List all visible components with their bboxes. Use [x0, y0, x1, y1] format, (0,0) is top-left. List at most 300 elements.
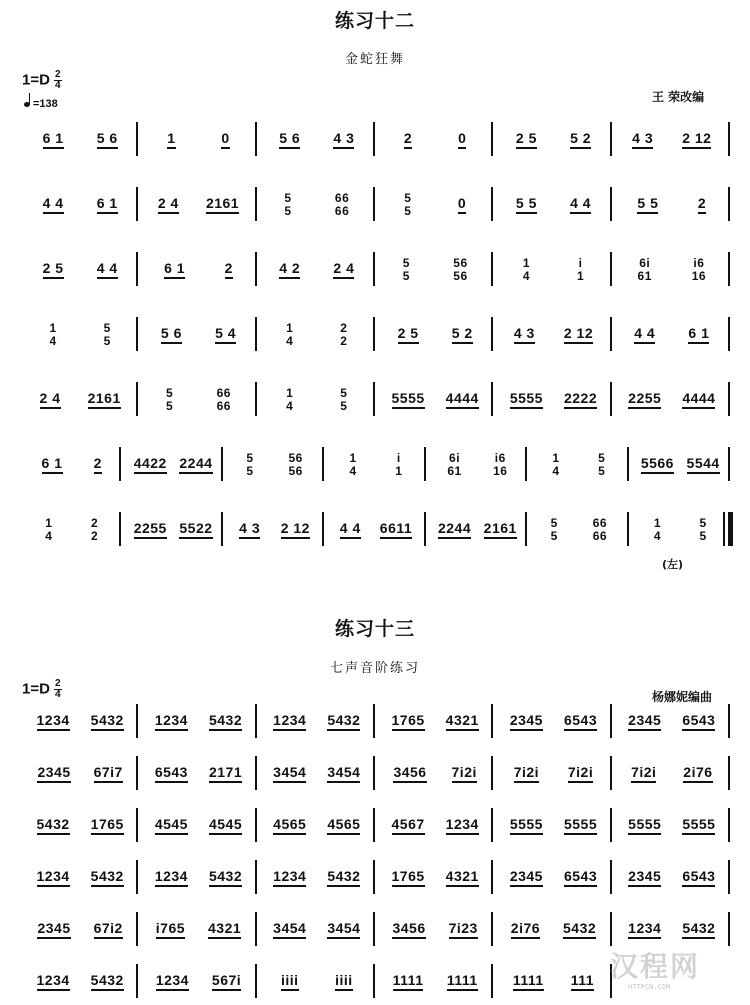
measure [144, 185, 252, 225]
beat-group: 1111 [513, 973, 544, 991]
barline [136, 382, 138, 416]
measure [618, 315, 726, 355]
beat-group: 1111 [447, 973, 478, 991]
beat-group: 2255 [628, 391, 661, 409]
barline [728, 122, 730, 156]
barline [728, 860, 730, 894]
time-signature: $\frac{2}{4}$ [54, 678, 61, 700]
beat-group: 5 4 [215, 326, 236, 344]
stacked-note: 5 [550, 515, 558, 530]
barline [373, 252, 375, 286]
tempo-marking: =138 [24, 98, 58, 110]
barline [136, 964, 138, 998]
measure [533, 445, 624, 485]
beat-group [166, 387, 173, 414]
stacked-note: 1 [395, 463, 403, 478]
left-hand-annotation: (左) [662, 558, 684, 571]
measure [26, 510, 117, 550]
barline [627, 447, 629, 481]
beat-group [288, 452, 302, 479]
barline [610, 122, 612, 156]
measure [499, 858, 607, 898]
beat-group: 1234 [37, 869, 70, 887]
beat-group: 4 2 [279, 261, 300, 279]
measure [26, 250, 134, 290]
beat-group: 5555 [510, 391, 543, 409]
barline [728, 704, 730, 738]
exercise-13-subtitle: 七声音阶练习 [329, 661, 420, 676]
measure [618, 754, 726, 794]
measure [618, 380, 726, 420]
measure [618, 806, 726, 846]
measure [635, 445, 726, 485]
beat-group: 7i2i [631, 765, 656, 783]
beat-group: 2 [94, 456, 102, 474]
measure [381, 806, 489, 846]
measure [381, 185, 489, 225]
stacked-note: i [396, 450, 401, 465]
beat-group: 4422 [134, 456, 167, 474]
beat-group [284, 192, 291, 219]
stacked-note: 56 [288, 450, 303, 465]
beat-group: 5432 [209, 869, 242, 887]
beat-group: 4545 [209, 817, 242, 835]
measure [635, 510, 726, 550]
beat-group: 2161 [88, 391, 121, 409]
stacked-note: 5 [598, 450, 606, 465]
final-barline [728, 512, 733, 546]
barline [373, 122, 375, 156]
measure [144, 250, 252, 290]
exercise-13-system [22, 702, 732, 742]
stacked-note: 6i [449, 450, 461, 465]
beat-group: 3456 [393, 765, 426, 783]
beat-group: 1234 [273, 713, 306, 731]
stacked-note: 4 [653, 528, 661, 543]
beat-group: 567i [212, 973, 241, 991]
beat-group: 5555 [564, 817, 597, 835]
exercise-12-arranger: 王 荣改编 [652, 90, 705, 104]
barline [373, 860, 375, 894]
barline [136, 187, 138, 221]
barline [373, 964, 375, 998]
stacked-note: 5 [598, 463, 606, 478]
measure [432, 510, 523, 550]
measure [499, 185, 607, 225]
measure [26, 445, 117, 485]
measure [381, 910, 489, 950]
beat-group: 4565 [327, 817, 360, 835]
beat-group: 5432 [91, 973, 124, 991]
beat-group [692, 257, 706, 284]
beat-group: 6543 [564, 713, 597, 731]
measure [263, 910, 371, 950]
beat-group: 0 [458, 131, 466, 149]
beat-group: 2 [225, 261, 233, 279]
barline [728, 912, 730, 946]
stacked-note: 1 [576, 268, 585, 283]
beat-group: 2345 [628, 869, 661, 887]
measure [127, 445, 218, 485]
beat-group: 1 [167, 131, 175, 149]
stacked-note: 1 [45, 515, 53, 530]
beat-group: 5555 [682, 817, 715, 835]
beat-group: 1234 [628, 921, 661, 939]
stacked-note: 4 [286, 333, 294, 348]
stacked-note: 5 [340, 385, 348, 400]
measure [618, 702, 726, 742]
beat-group: 2345 [510, 869, 543, 887]
beat-group: 1234 [155, 713, 188, 731]
exercise-12-system [22, 315, 732, 355]
beat-group: 1234 [446, 817, 479, 835]
beat-group: 1234 [156, 973, 189, 991]
barline [627, 512, 629, 546]
beat-group: 2 4 [158, 196, 179, 214]
stacked-note: 2 [340, 333, 348, 348]
beat-group: 3454 [327, 921, 360, 939]
beat-group [395, 452, 402, 479]
stacked-note: 2 [90, 515, 99, 530]
beat-group: 7i2i [568, 765, 593, 783]
barline [491, 187, 493, 221]
measure [26, 962, 134, 1002]
exercise-13-title: 练习十三 [334, 618, 415, 640]
stacked-note: 56 [453, 255, 468, 270]
watermark-logo: 汉程网 [610, 950, 701, 983]
measure [26, 380, 134, 420]
beat-group [246, 452, 253, 479]
key-label: 1=D [22, 680, 50, 698]
measure [263, 962, 371, 1002]
measure [144, 315, 252, 355]
measure [144, 910, 252, 950]
barline [610, 912, 612, 946]
beat-group: 2171 [209, 765, 242, 783]
stacked-note: 5 [246, 450, 254, 465]
stacked-note: 56 [288, 463, 303, 478]
barline [255, 860, 257, 894]
beat-group: 2222 [564, 391, 597, 409]
barline [373, 808, 375, 842]
beat-group: 4321 [208, 921, 241, 939]
barline [728, 447, 730, 481]
measure [381, 120, 489, 160]
stacked-note: 1 [552, 450, 560, 465]
beat-group: 0 [221, 131, 229, 149]
beat-group: 2345 [510, 713, 543, 731]
stacked-note: 1 [349, 450, 357, 465]
beat-group: 5432 [209, 713, 242, 731]
measure [381, 702, 489, 742]
exercise-13-key-signature [22, 679, 62, 700]
barline [610, 756, 612, 790]
exercise-12-subtitle: 金蛇狂舞 [344, 52, 405, 67]
stacked-note: 5 [404, 203, 412, 218]
beat-group: 2 5 [43, 261, 64, 279]
beat-group: 7i2i [514, 765, 539, 783]
barline [255, 382, 257, 416]
barline [322, 512, 324, 546]
barline [373, 382, 375, 416]
beat-group: 6543 [682, 713, 715, 731]
beat-group: 5432 [563, 921, 596, 939]
measure [26, 858, 134, 898]
barline [728, 317, 730, 351]
beat-group [654, 517, 661, 544]
beat-group: 5 6 [279, 131, 300, 149]
barline [136, 756, 138, 790]
barline [255, 756, 257, 790]
exercise-12-system [22, 510, 732, 550]
beat-group [700, 517, 707, 544]
beat-group: 4545 [155, 817, 188, 835]
stacked-note: 66 [216, 385, 231, 400]
measure [263, 120, 371, 160]
barline [255, 964, 257, 998]
measure [127, 510, 218, 550]
beat-group: 4444 [446, 391, 479, 409]
barline [424, 512, 426, 546]
beat-group [286, 322, 293, 349]
measure [144, 858, 252, 898]
stacked-note: 5 [166, 398, 174, 413]
measure [499, 910, 607, 950]
beat-group: 2 5 [516, 131, 537, 149]
measure [26, 120, 134, 160]
barline [424, 447, 426, 481]
barline [610, 808, 612, 842]
barline [491, 756, 493, 790]
measure [26, 806, 134, 846]
barline [373, 704, 375, 738]
barline [728, 808, 730, 842]
stacked-note: 5 [404, 190, 412, 205]
measure [618, 858, 726, 898]
stacked-note: 66 [592, 528, 608, 543]
beat-group: 1111 [393, 973, 424, 991]
beat-group: 1234 [37, 713, 70, 731]
measure [263, 250, 371, 290]
measure [26, 754, 134, 794]
beat-group: 0 [458, 196, 466, 214]
beat-group: 4 3 [239, 521, 260, 539]
beat-group: 5555 [392, 391, 425, 409]
exercise-12-title: 练习十二 [334, 10, 415, 32]
stacked-note: 5 [699, 515, 707, 530]
stacked-note: 4 [49, 333, 57, 348]
exercise-12-system [22, 380, 732, 420]
measure [618, 185, 726, 225]
measure [618, 120, 726, 160]
stacked-note: 61 [447, 463, 462, 478]
beat-group: 4321 [446, 869, 479, 887]
beat-group [638, 257, 652, 284]
barline [491, 122, 493, 156]
barline [610, 187, 612, 221]
beat-group: 6 1 [43, 131, 64, 149]
beat-group [593, 517, 607, 544]
beat-group: 4 3 [632, 131, 653, 149]
measure [263, 858, 371, 898]
beat-group: 3454 [327, 765, 360, 783]
beat-group: 6 1 [164, 261, 185, 279]
measure [381, 962, 489, 1002]
stacked-note: 5 [402, 255, 410, 270]
measure [499, 380, 607, 420]
measure [229, 510, 320, 550]
stacked-note: i6 [693, 255, 705, 270]
stacked-note: 1 [522, 255, 530, 270]
beat-group: 4 3 [333, 131, 354, 149]
exercise-13-system [22, 858, 732, 898]
beat-group: 3454 [273, 765, 306, 783]
barline [610, 252, 612, 286]
watermark-url: HTTPCN.COM [628, 983, 671, 991]
stacked-note: i [578, 255, 583, 270]
barline [255, 808, 257, 842]
barline [525, 512, 527, 546]
beat-group: 6 1 [688, 326, 709, 344]
barline [728, 187, 730, 221]
beat-group: 4 3 [514, 326, 535, 344]
stacked-note: 1 [286, 320, 294, 335]
beat-group [350, 452, 357, 479]
barline [373, 317, 375, 351]
stacked-note: 5 [402, 268, 410, 283]
beat-group: 2255 [134, 521, 167, 539]
stacked-note: 4 [552, 463, 560, 478]
barline [728, 252, 730, 286]
measure [229, 445, 320, 485]
beat-group [340, 322, 347, 349]
barline [491, 860, 493, 894]
beat-group [403, 257, 410, 284]
beat-group: 5432 [37, 817, 70, 835]
beat-group: 5 2 [452, 326, 473, 344]
beat-group: 4444 [682, 391, 715, 409]
barline [136, 252, 138, 286]
beat-group: 5522 [179, 521, 212, 539]
beat-group: 2345 [37, 921, 70, 939]
beat-group [404, 192, 411, 219]
beat-group: 4321 [446, 713, 479, 731]
stacked-note: 4 [286, 398, 294, 413]
barline [136, 317, 138, 351]
barline [136, 122, 138, 156]
beat-group: iiii [335, 973, 353, 991]
barline [136, 808, 138, 842]
beat-group: 6543 [155, 765, 188, 783]
stacked-note: 5 [166, 385, 174, 400]
measure [499, 315, 607, 355]
beat-group: 4 4 [43, 196, 64, 214]
beat-group: 67i7 [94, 765, 123, 783]
beat-group: 4 4 [570, 196, 591, 214]
barline [136, 860, 138, 894]
beat-group: 4 4 [634, 326, 655, 344]
stacked-note: 4 [349, 463, 357, 478]
beat-group: 2244 [179, 456, 212, 474]
barline [255, 122, 257, 156]
beat-group: 5 2 [570, 131, 591, 149]
beat-group: 2 4 [40, 391, 61, 409]
measure [26, 910, 134, 950]
beat-group [552, 452, 559, 479]
beat-group [45, 517, 52, 544]
beat-group: 2i76 [683, 765, 712, 783]
beat-group: 2345 [37, 765, 70, 783]
beat-group: 1765 [392, 869, 425, 887]
beat-group: 7i2i [452, 765, 477, 783]
measure [144, 806, 252, 846]
beat-group [91, 517, 98, 544]
measure [381, 858, 489, 898]
beat-group: 5566 [641, 456, 674, 474]
stacked-note: 2 [340, 320, 348, 335]
stacked-note: 66 [334, 203, 350, 218]
exercise-13-system [22, 806, 732, 846]
measure [381, 380, 489, 420]
measure [263, 806, 371, 846]
measure [263, 702, 371, 742]
beat-group: 5555 [510, 817, 543, 835]
measure [26, 315, 134, 355]
measure [533, 510, 624, 550]
beat-group [104, 322, 111, 349]
stacked-note: 1 [286, 385, 294, 400]
beat-group [577, 257, 584, 284]
barline [255, 317, 257, 351]
beat-group: 4 4 [340, 521, 361, 539]
beat-group [447, 452, 461, 479]
barline [221, 447, 223, 481]
beat-group: i765 [156, 921, 185, 939]
measure [330, 445, 421, 485]
barline [136, 704, 138, 738]
measure [144, 120, 252, 160]
barline [373, 187, 375, 221]
beat-group [340, 387, 347, 414]
beat-group: 2345 [628, 713, 661, 731]
barline [136, 912, 138, 946]
beat-group: 6543 [682, 869, 715, 887]
stacked-note: 4 [45, 528, 53, 543]
barline [525, 447, 527, 481]
barline [119, 512, 121, 546]
barline [728, 382, 730, 416]
barline [255, 252, 257, 286]
beat-group: 1765 [91, 817, 124, 835]
stacked-note: 16 [493, 463, 508, 478]
beat-group: 6543 [564, 869, 597, 887]
stacked-note: 5 [550, 528, 558, 543]
key-label: 1=D [22, 71, 50, 89]
measure [499, 120, 607, 160]
beat-group: 1234 [37, 973, 70, 991]
stacked-note: 56 [453, 268, 468, 283]
barline [491, 317, 493, 351]
beat-group: 2 [404, 131, 412, 149]
beat-group: 2 [698, 196, 706, 214]
beat-group: 2161 [484, 521, 517, 539]
beat-group: 6 1 [97, 196, 118, 214]
measure [144, 754, 252, 794]
barline [322, 447, 324, 481]
stacked-note: 5 [103, 333, 111, 348]
beat-group [335, 192, 349, 219]
barline [491, 382, 493, 416]
